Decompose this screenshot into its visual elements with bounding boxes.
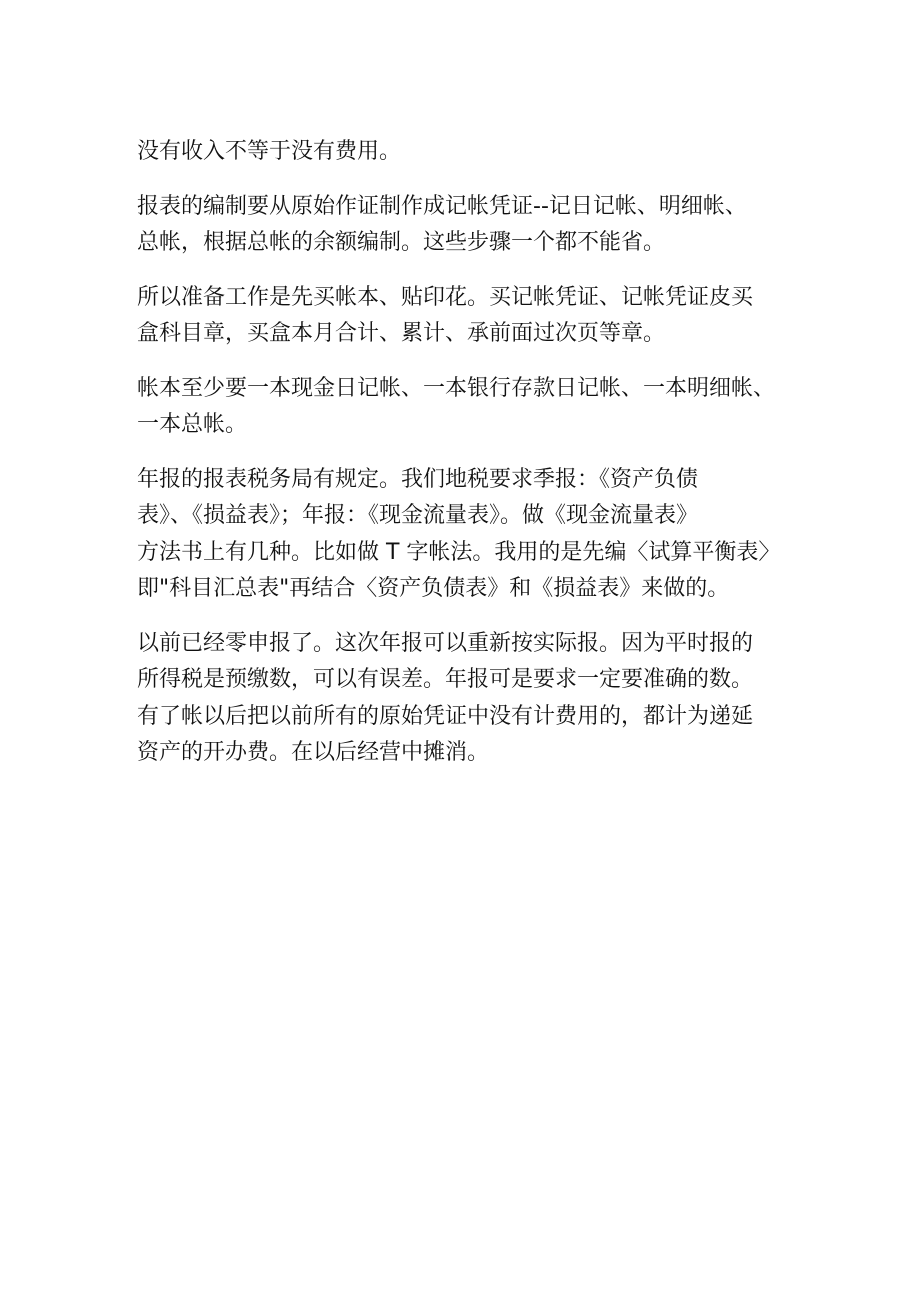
paragraph-3 — [137, 280, 807, 353]
text-line: 方法书上有几种。比如做 T 字帐法。我用的是先编〈试算平衡表〉 — [137, 539, 781, 565]
text-line: 所得税是预缴数，可以有误差。年报可是要求一定要准确的数。 — [137, 667, 754, 692]
text-line: 有了帐以后把以前所有的原始凭证中没有计费用的，都计为递延 — [137, 703, 754, 729]
text-line: 报表的编制要从原始作证制作成记帐凭证--记日记帐、明细帐、 — [137, 193, 747, 219]
paragraph-1 — [137, 134, 807, 171]
text-line: 表》、《损益表》；年报：《现金流量表》。做《现金流量表》 — [137, 503, 699, 528]
text-line: 以前已经零申报了。这次年报可以重新按实际报。因为平时报的 — [137, 630, 754, 656]
text-line: 年报的报表税务局有规定。我们地税要求季报：《资产负债 — [137, 466, 699, 492]
text-line: 盒科目章，买盒本月合计、累计、承前面过次页等章。 — [137, 321, 666, 346]
paragraph-5 — [137, 462, 807, 608]
text-line: 资产的开办费。在以后经营中摊消。 — [137, 740, 490, 765]
document-body — [137, 134, 807, 790]
text-line: 所以准备工作是先买帐本、贴印花。买记帐凭证、记帐凭证皮买 — [137, 284, 754, 310]
text-line: 总帐，根据总帐的余额编制。这些步骤一个都不能省。 — [137, 230, 666, 255]
paragraph-4 — [137, 371, 807, 444]
text-line: 帐本至少要一本现金日记帐、一本银行存款日记帐、一本明细帐、 — [137, 375, 776, 401]
text-line: 一本总帐。 — [137, 412, 248, 437]
paragraph-6 — [137, 626, 807, 772]
text-line: 没有收入不等于没有费用。 — [137, 139, 402, 164]
paragraph-2 — [137, 189, 807, 262]
text-line: 即"科目汇总表"再结合〈资产负债表》和《损益表》来做的。 — [137, 576, 730, 601]
